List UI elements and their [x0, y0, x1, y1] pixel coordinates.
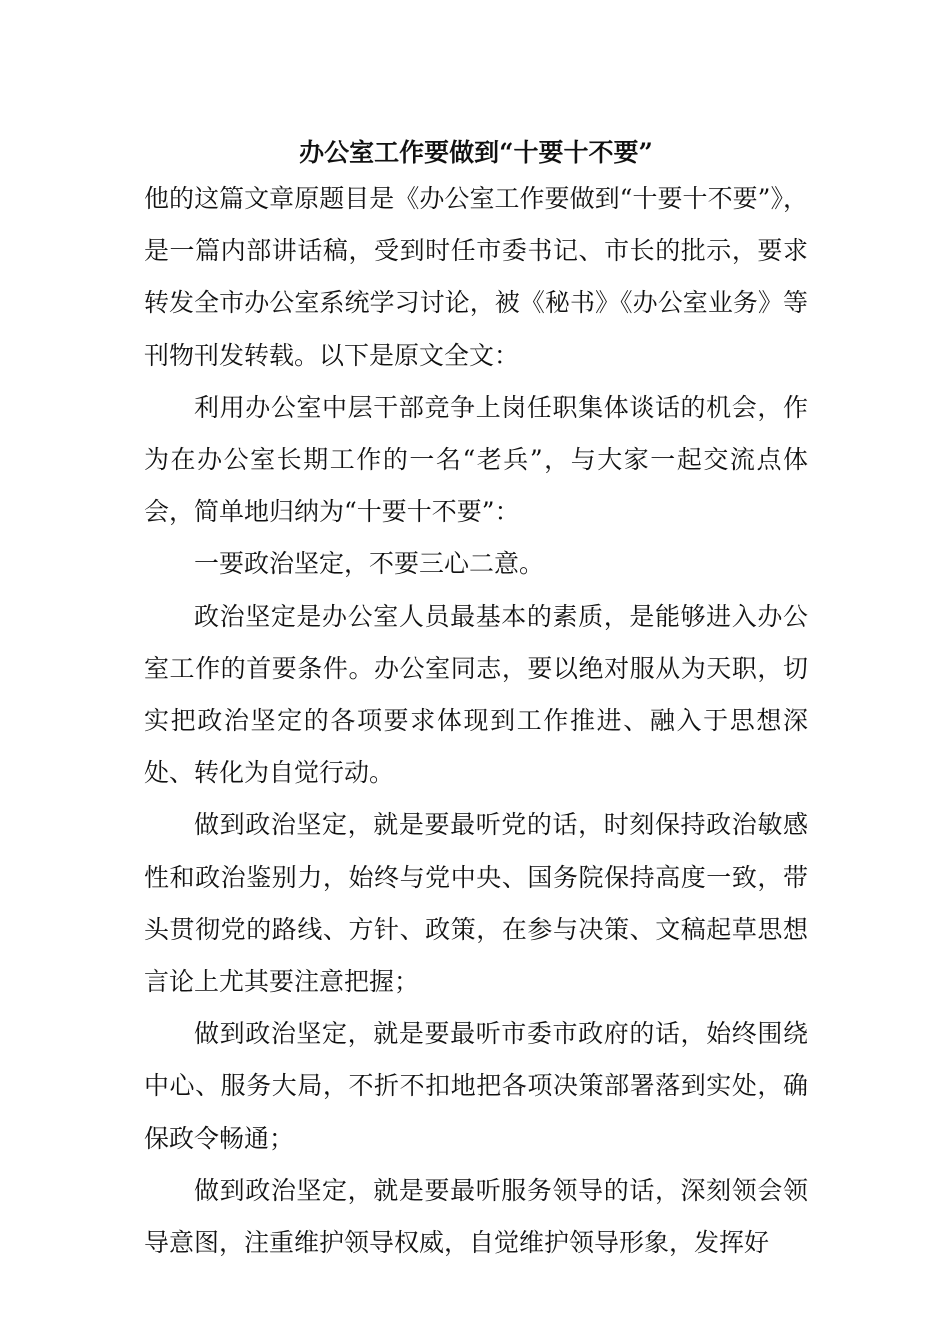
section-heading: 一要政治坚定，不要三心二意。 — [194, 549, 545, 579]
body-paragraph: 做到政治坚定，就是要最听党的话，时刻保持政治敏感性和政治鉴别力，始终与党中央、国务院保持高度一致，带头贯彻党的路线、方针、政策，在参与决策、文稿起草思想言论上尤其要注意把握； — [144, 810, 808, 997]
document-title: 办公室工作要做到“十要十不要” — [299, 138, 653, 167]
body-paragraph: 利用办公室中层干部竞争上岗任职集体谈话的机会，作为在办公室长期工作的一名“老兵”，与大家一起交流点体会，简单地归纳为“十要十不要”： — [144, 392, 808, 527]
body-paragraph: 做到政治坚定，就是要最听市委市政府的话，始终围绕中心、服务大局，不折不扣地把各项决策部署落到实处，确保政令畅通； — [144, 1019, 808, 1153]
document-body — [144, 133, 808, 1269]
intro-paragraph: 他的这篇文章原题目是《办公室工作要做到“十要十不要”》，是一篇内部讲话稿，受到时任市委书记、市长的批示，要求转发全市办公室系统学习讨论，被《秘书》《办公室业务》等刊物刊发转载。以下是原文全文： — [144, 184, 808, 370]
body-paragraph: 政治坚定是办公室人员最基本的素质，是能够进入办公室工作的首要条件。办公室同志，要以绝对服从为天职，切实把政治坚定的各项要求体现到工作推进、融入于思想深处、转化为自觉行动。 — [144, 601, 808, 788]
body-paragraph: 做到政治坚定，就是要最听服务领导的话，深刻领会领导意图，注重维护领导权威，自觉维护领导形象，发挥好 — [144, 1175, 808, 1258]
